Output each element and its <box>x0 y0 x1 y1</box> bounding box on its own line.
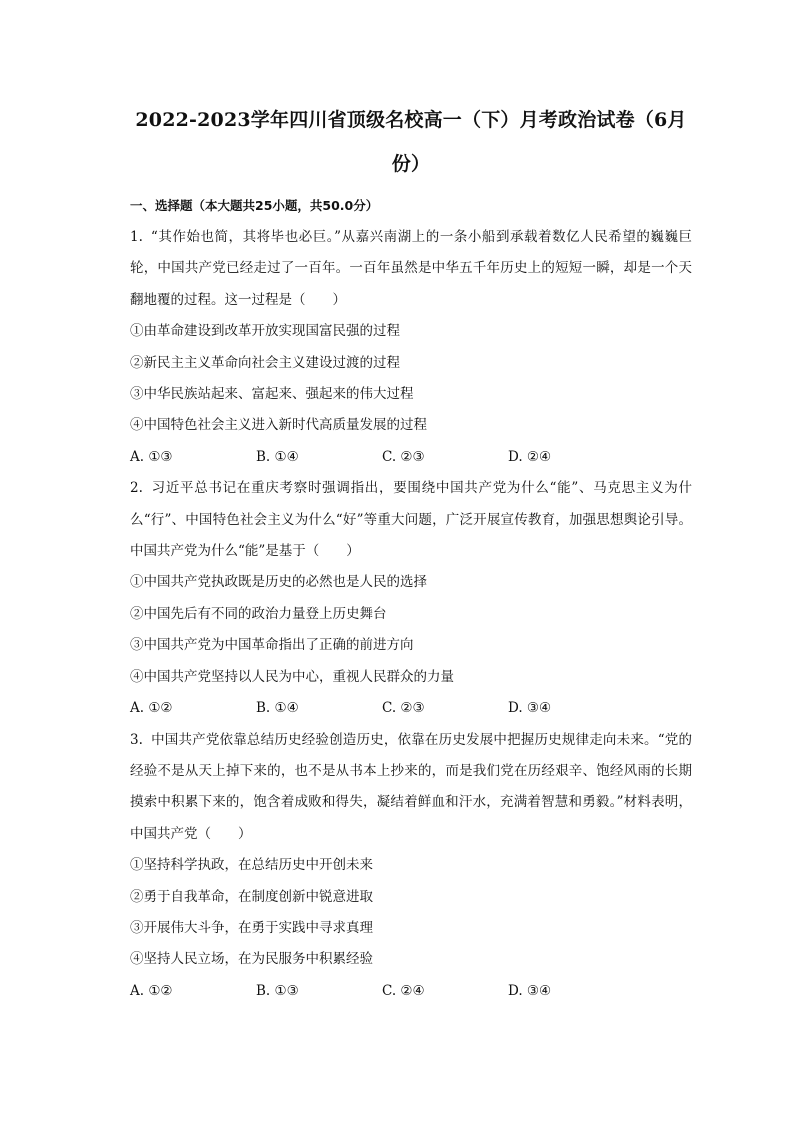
answer-choices <box>130 693 692 724</box>
answer-choice-a: A. ①③ <box>130 448 173 465</box>
question-text: 中国共产党依靠总结历史经验创造历史，依靠在历史发展中把握历史规律走向未来。“党的经验不是从天上掉下来的，也不是从书本上抄来的，而是我们党在历经艰辛、饱经风雨的长期摸索中积累下来的，饱含着成败和得失，凝结着鲜血和汗水，充满着智慧和勇毅。”材料表明，中国共产党（ ） <box>130 731 692 842</box>
answer-choice-b: B. ①④ <box>256 700 299 717</box>
statement-option: ①中国共产党执政既是历史的必然也是人民的选择 <box>130 574 427 591</box>
section-heading: 一、选择题（本大题共25小题，共50.0分） <box>130 198 379 213</box>
statement-option: ④坚持人民立场，在为民服务中积累经验 <box>130 951 373 968</box>
question-stem <box>130 473 692 567</box>
answer-choice-c: C. ②④ <box>382 982 425 999</box>
answer-choice-d: D. ③④ <box>508 982 552 999</box>
question-number: 1. <box>130 229 143 245</box>
answer-choice-a: A. ①② <box>130 700 173 717</box>
question-text: “其作始也简，其将毕也必巨。”从嘉兴南湖上的一条小船到承载着数亿人民希望的巍巍巨轮，中国共产党已经走过了一百年。一百年虽然是中华五千年历史上的短短一瞬，却是一个天翻地覆的过程。这一过程是（ ） <box>130 229 692 308</box>
answer-choices <box>130 976 692 1007</box>
exam-title: 2022-2023学年四川省顶级名校高一（下）月考政治试卷（6月份） <box>135 109 687 175</box>
answer-choice-c: C. ②③ <box>382 700 425 717</box>
answer-choices <box>130 442 692 473</box>
answer-choice-d: D. ③④ <box>508 700 552 717</box>
question-text: 习近平总书记在重庆考察时强调指出，要围绕中国共产党为什么“能”、马克思主义为什么“行”、中国特色社会主义为什么“好”等重大问题，广泛开展宣传教育，加强思想舆论引导。中国共产党为什么“能”是基于（ ） <box>130 480 692 560</box>
question-2 <box>130 473 692 724</box>
question-3 <box>130 725 692 1008</box>
statement-option: ①由革命建设到改革开放实现国富民强的过程 <box>130 323 400 340</box>
question-stem <box>130 222 692 316</box>
statement-option: ④中国特色社会主义进入新时代高质量发展的过程 <box>130 417 427 434</box>
question-number: 2. <box>130 480 143 497</box>
statement-option: ②中国先后有不同的政治力量登上历史舞台 <box>130 605 387 622</box>
statement-option: ①坚持科学执政，在总结历史中开创未来 <box>130 857 373 874</box>
question-number: 3. <box>130 731 143 748</box>
question-1 <box>130 222 692 473</box>
statement-option: ②勇于自我革命，在制度创新中锐意进取 <box>130 888 373 905</box>
question-stem <box>130 725 692 851</box>
answer-choice-d: D. ②④ <box>508 448 552 465</box>
statement-option: ②新民主主义革命向社会主义建设过渡的过程 <box>130 354 400 371</box>
statement-option: ③中华民族站起来、富起来、强起来的伟大过程 <box>130 386 414 403</box>
answer-choice-b: B. ①④ <box>256 448 299 465</box>
answer-choice-a: A. ①② <box>130 982 173 999</box>
statement-option: ③开展伟大斗争，在勇于实践中寻求真理 <box>130 919 373 936</box>
answer-choice-c: C. ②③ <box>382 448 425 465</box>
statement-option: ③中国共产党为中国革命指出了正确的前进方向 <box>130 637 414 654</box>
statement-option: ④中国共产党坚持以人民为中心，重视人民群众的力量 <box>130 668 454 685</box>
answer-choice-b: B. ①③ <box>256 982 299 999</box>
